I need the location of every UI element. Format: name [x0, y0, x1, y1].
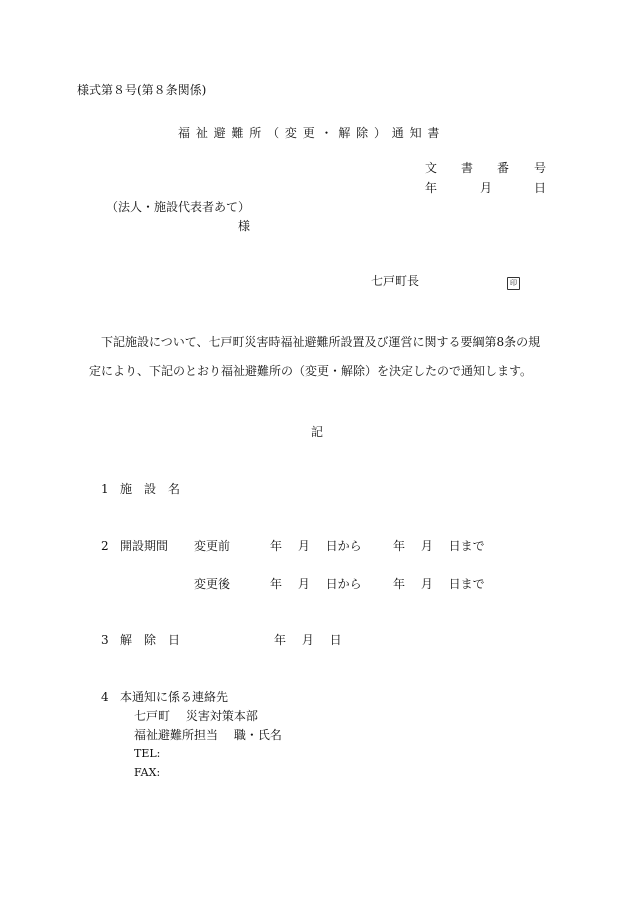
item-3-label: 解 除 日	[120, 633, 181, 647]
body-text-line-2: 定により、下記のとおり福祉避難所の（変更・解除）を決定したので通知します。	[89, 364, 533, 378]
ki-heading: 記	[311, 425, 324, 439]
item-1-number: 1	[101, 482, 109, 496]
contact-line-1: 七戸町 災害対策本部	[134, 709, 258, 723]
item-2-after-from: 年 月 日から	[270, 577, 362, 591]
item-3-date: 年 月 日	[274, 633, 342, 647]
document-title: 福 祉 避 難 所 （ 変 更 ・ 解 除 ） 通 知 書	[178, 126, 440, 140]
item-2-before-to: 年 月 日まで	[393, 539, 485, 553]
sender-name: 七戸町長	[371, 274, 420, 288]
seal-mark	[507, 273, 520, 290]
date-day-label: 日	[534, 181, 547, 195]
addressee: （法人・施設代表者あて）	[106, 200, 251, 214]
date-month-label: 月	[480, 181, 493, 195]
item-3-number: 3	[101, 633, 109, 647]
form-number: 様式第８号(第８条関係)	[77, 83, 207, 97]
item-2-before-label: 変更前	[194, 539, 231, 553]
item-4-label: 本通知に係る連絡先	[120, 690, 229, 704]
item-1-label: 施 設 名	[120, 482, 181, 496]
item-2-after-label: 変更後	[194, 577, 231, 591]
item-2-before-from: 年 月 日から	[270, 539, 362, 553]
contact-fax: FAX:	[134, 766, 161, 779]
seal-icon: 印	[507, 277, 520, 290]
date-year-label: 年	[425, 181, 438, 195]
contact-line-2: 福祉避難所担当 職・氏名	[134, 728, 282, 742]
doc-number-char-3: 番	[497, 161, 510, 175]
doc-number-char-1: 文	[425, 161, 438, 175]
item-2-number: 2	[101, 539, 109, 553]
item-2-after-to: 年 月 日まで	[393, 577, 485, 591]
honorific: 様	[238, 219, 251, 233]
doc-number-char-4: 号	[534, 161, 547, 175]
body-text-line-1: 下記施設について、七戸町災害時福祉避難所設置及び運営に関する要綱第8条の規	[101, 335, 541, 349]
item-4-number: 4	[101, 690, 109, 704]
contact-tel: TEL:	[134, 747, 161, 760]
item-2-label: 開設期間	[120, 539, 169, 553]
doc-number-char-2: 書	[461, 161, 474, 175]
